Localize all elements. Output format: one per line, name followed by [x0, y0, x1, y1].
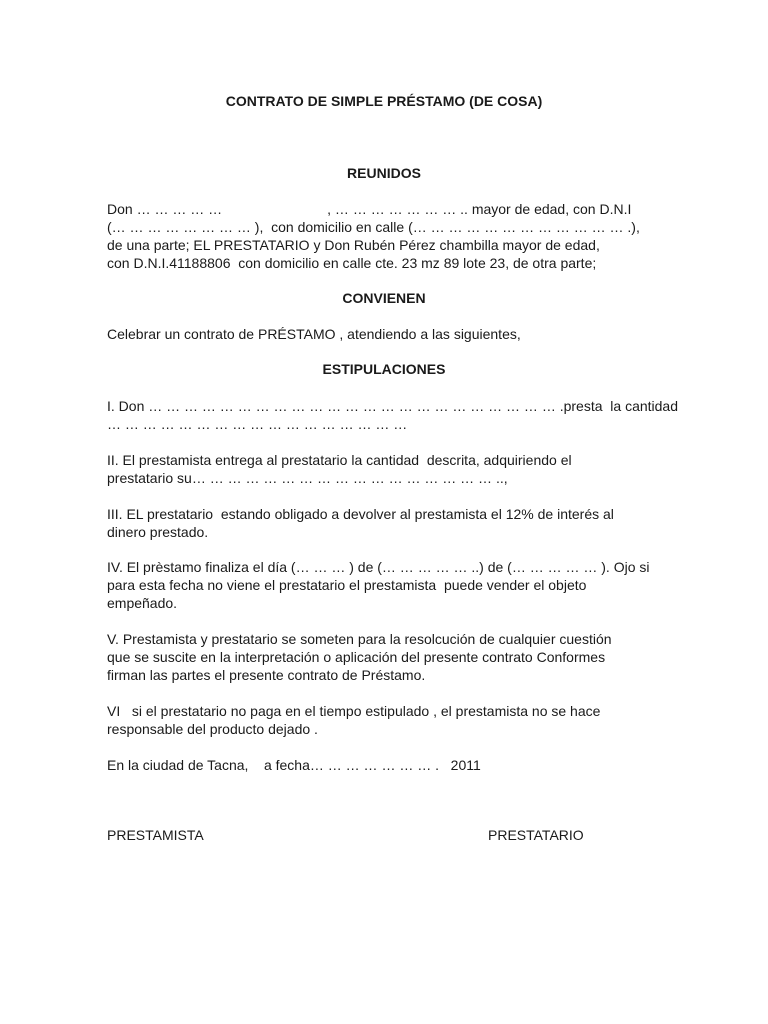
clause-line: VI si el prestatario no paga en el tiempo estipulado , el prestamista no se hace — [107, 703, 601, 719]
clause-6 — [107, 702, 667, 738]
clause-line: V. Prestamista y prestatario se someten para la resolcución de cualquier cuestión — [107, 631, 612, 647]
document-title: CONTRATO DE SIMPLE PRÉSTAMO (DE COSA) — [225, 93, 543, 109]
clause-line: … … … … … … … … … … … … … … … … … — [107, 416, 408, 432]
reunidos-line: con D.N.I.41188806 con domicilio en calle cte. 23 mz 89 lote 23, de otra parte; — [107, 255, 597, 271]
signature-prestamista: PRESTAMISTA — [107, 827, 204, 843]
clause-2 — [107, 451, 667, 487]
closing-line — [107, 756, 667, 774]
clause-line: firman las partes el presente contrato de Préstamo. — [107, 667, 426, 683]
closing-text: En la ciudad de Tacna, a fecha… … … … … … … . 2011 — [107, 757, 481, 773]
clause-line: empeñado. — [107, 595, 178, 611]
convienen-paragraph — [107, 325, 667, 343]
clause-4 — [107, 558, 667, 612]
section-heading-reunidos: REUNIDOS — [347, 165, 421, 181]
reunidos-paragraph — [107, 200, 667, 272]
clause-line: II. El prestamista entrega al prestatario la cantidad descrita, adquiriendo el — [107, 452, 572, 468]
reunidos-line: Don … … … … … , … … … … … … … .. mayor de edad, con D.N.I — [107, 201, 632, 217]
clause-5 — [107, 630, 667, 684]
clause-line: IV. El prèstamo finaliza el día (… … … ) de (… … … … … ..) de (… … … … … ). Ojo si — [107, 559, 650, 575]
clause-line: I. Don … … … … … … … … … … … … … … … … … … … … … … … .presta la cantidad — [107, 398, 678, 414]
clause-3 — [107, 505, 667, 541]
clause-line: III. EL prestatario estando obligado a devolver al prestamista el 12% de interés al — [107, 506, 614, 522]
convienen-line: Celebrar un contrato de PRÉSTAMO , atendiendo a las siguientes, — [107, 326, 521, 342]
clause-line: prestatario su… … … … … … … … … … … … … … … … … .., — [107, 470, 508, 486]
section-heading-convienen: CONVIENEN — [342, 290, 426, 306]
reunidos-line: de una parte; EL PRESTATARIO y Don Rubén Pérez chambilla mayor de edad, — [107, 237, 600, 253]
reunidos-line: (… … … … … … … … ), con domicilio en calle (… … … … … … … … … … … … .), — [107, 219, 640, 235]
clause-line: dinero prestado. — [107, 524, 209, 540]
clause-line: para esta fecha no viene el prestatario el prestamista puede vender el objeto — [107, 577, 587, 593]
signature-prestatario: PRESTATARIO — [488, 827, 584, 843]
clause-line: que se suscite en la interpretación o aplicación del presente contrato Conformes — [107, 649, 606, 665]
clause-1 — [107, 397, 678, 433]
clause-line: responsable del producto dejado . — [107, 721, 318, 737]
section-heading-estipulaciones: ESTIPULACIONES — [322, 361, 446, 377]
